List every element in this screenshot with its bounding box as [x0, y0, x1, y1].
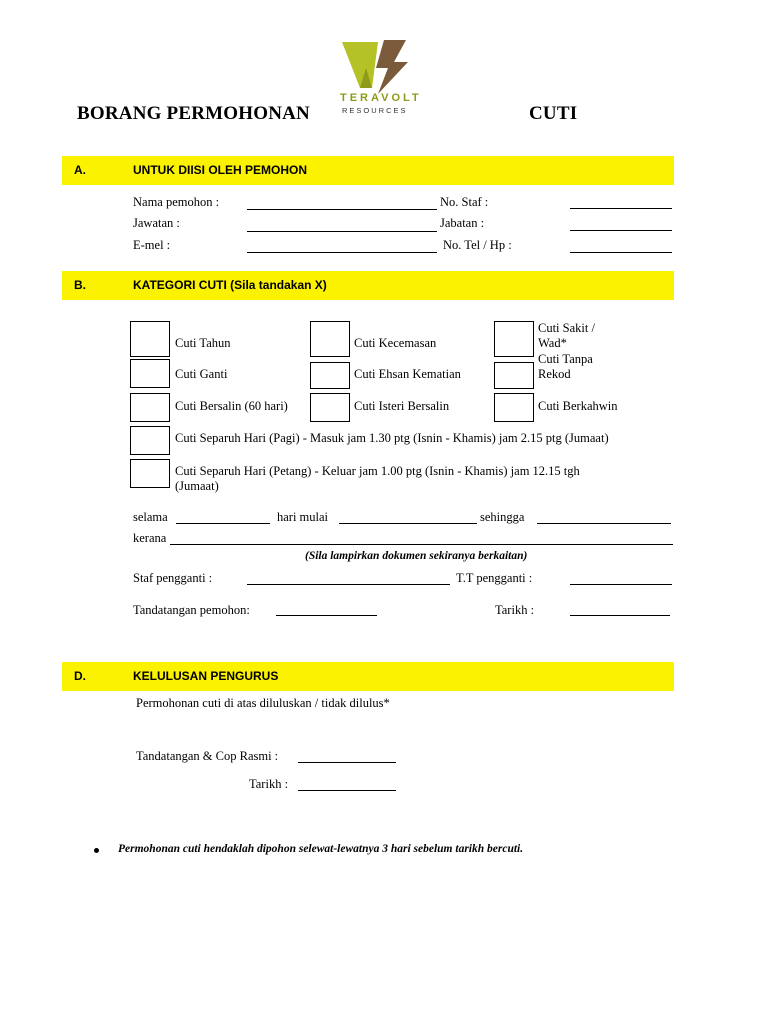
teravolt-logo-icon [338, 38, 424, 94]
attach-note: (Sila lampirkan dokumen sekiranya berkaitan) [305, 550, 528, 562]
form-title-right: CUTI [529, 103, 578, 124]
label-cuti-sakit-1: Cuti Sakit / [538, 321, 595, 335]
section-b-bar [62, 271, 674, 300]
checkbox-cuti-kecemasan[interactable] [310, 321, 350, 357]
hari-mulai-field[interactable] [339, 523, 477, 524]
cop-rasmi-label: Tandatangan & Cop Rasmi : [136, 749, 279, 763]
label-cuti-bersalin: Cuti Bersalin (60 hari) [175, 399, 288, 413]
company-logo [338, 38, 424, 120]
section-b-heading: KATEGORI CUTI (Sila tandakan X) [133, 278, 327, 292]
staf-field[interactable] [570, 208, 672, 209]
label-cuti-ganti: Cuti Ganti [175, 367, 228, 381]
cop-rasmi-field[interactable] [298, 762, 396, 763]
bullet-icon [94, 848, 99, 853]
label-cuti-sakit-2: Wad* [538, 336, 567, 350]
section-a-bar [62, 156, 674, 185]
label-cuti-tahun: Cuti Tahun [175, 336, 231, 350]
jawatan-field[interactable] [247, 231, 437, 232]
section-d-letter: D. [74, 669, 86, 683]
logo-subtext: RESOURCES [342, 106, 408, 115]
staf-pengganti-label: Staf pengganti : [133, 571, 213, 585]
kerana-label: kerana [133, 531, 167, 545]
form-title-left: BORANG PERMOHONAN [77, 103, 310, 124]
logo-text: TERAVOLT [340, 92, 422, 104]
checkbox-separuh-petang[interactable] [130, 459, 170, 488]
approval-statement: Permohonan cuti di atas diluluskan / tidak dilulus* [136, 696, 390, 710]
selama-field[interactable] [176, 523, 270, 524]
tarikh-pemohon-label: Tarikh : [495, 603, 535, 617]
nama-field[interactable] [247, 209, 437, 210]
hari-mulai-label: hari mulai [277, 510, 329, 524]
staf-pengganti-field[interactable] [247, 584, 450, 585]
emel-field[interactable] [247, 252, 437, 253]
staf-label: No. Staf : [440, 195, 489, 209]
checkbox-cuti-ehsan[interactable] [310, 362, 350, 389]
label-cuti-berkahwin: Cuti Berkahwin [538, 399, 618, 413]
label-separuh-petang-2: (Jumaat) [175, 479, 219, 493]
tt-pengganti-field[interactable] [570, 584, 672, 585]
tt-pengganti-label: T.T pengganti : [456, 571, 533, 585]
label-cuti-isteri: Cuti Isteri Bersalin [354, 399, 450, 413]
label-separuh-petang-1: Cuti Separuh Hari (Petang) - Keluar jam 1.00 ptg (Isnin - Khamis) jam 12.15 tgh [175, 464, 580, 478]
tel-label: No. Tel / Hp : [443, 238, 512, 252]
checkbox-cuti-isteri[interactable] [310, 393, 350, 422]
nama-label: Nama pemohon : [133, 195, 220, 209]
section-a-heading: UNTUK DIISI OLEH PEMOHON [133, 163, 308, 177]
emel-label: E-mel : [133, 238, 171, 252]
section-d-bar [62, 662, 674, 691]
section-a-letter: A. [74, 163, 86, 177]
jawatan-label: Jawatan : [133, 216, 180, 230]
section-b-letter: B. [74, 278, 86, 292]
sehingga-field[interactable] [537, 523, 671, 524]
label-cuti-kecemasan: Cuti Kecemasan [354, 336, 437, 350]
checkbox-cuti-tahun[interactable] [130, 321, 170, 357]
tel-field[interactable] [570, 252, 672, 253]
tandatangan-pemohon-label: Tandatangan pemohon: [133, 603, 250, 617]
checkbox-cuti-tanpa-rekod[interactable] [494, 362, 534, 389]
checkbox-separuh-pagi[interactable] [130, 426, 170, 455]
label-cuti-tanpa-2: Rekod [538, 367, 571, 381]
section-d-heading: KELULUSAN PENGURUS [133, 669, 279, 683]
footer-note: Permohonan cuti hendaklah dipohon selewat-lewatnya 3 hari sebelum tarikh bercuti. [118, 843, 524, 855]
tandatangan-pemohon-field[interactable] [276, 615, 377, 616]
tarikh-pengurus-field[interactable] [298, 790, 396, 791]
tarikh-pemohon-field[interactable] [570, 615, 670, 616]
label-cuti-tanpa-1: Cuti Tanpa [538, 352, 593, 366]
tarikh-pengurus-label: Tarikh : [249, 777, 289, 791]
sehingga-label: sehingga [480, 510, 525, 524]
checkbox-cuti-bersalin[interactable] [130, 393, 170, 422]
label-separuh-pagi: Cuti Separuh Hari (Pagi) - Masuk jam 1.30 ptg (Isnin - Khamis) jam 2.15 ptg (Jumaat) [175, 431, 609, 445]
checkbox-cuti-berkahwin[interactable] [494, 393, 534, 422]
checkbox-cuti-ganti[interactable] [130, 359, 170, 388]
kerana-field[interactable] [170, 544, 673, 545]
selama-label: selama [133, 510, 168, 524]
jabatan-field[interactable] [570, 230, 672, 231]
checkbox-cuti-sakit[interactable] [494, 321, 534, 357]
label-cuti-ehsan: Cuti Ehsan Kematian [354, 367, 461, 381]
jabatan-label: Jabatan : [440, 216, 485, 230]
